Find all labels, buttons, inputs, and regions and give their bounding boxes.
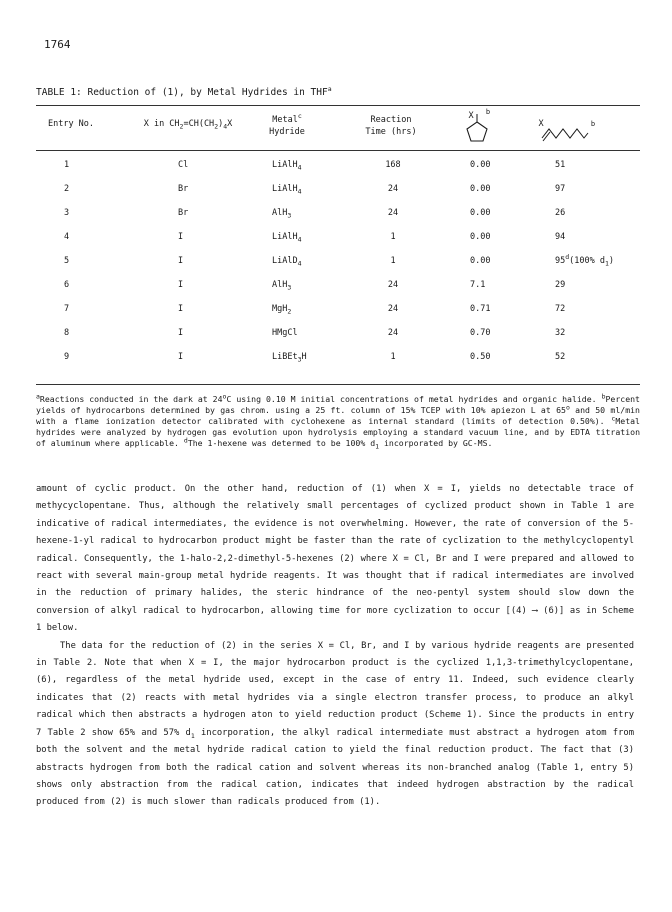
reaction-time-cell: 24 <box>387 328 399 338</box>
halide-cell: I <box>178 280 184 290</box>
metal-hydride-cell: HMgCl <box>272 328 298 338</box>
linear-yield-cell: 26 <box>555 208 566 218</box>
halide-cell: Br <box>178 184 189 194</box>
table-top-rule <box>36 105 640 106</box>
entry-cell: 3 <box>64 208 70 218</box>
reaction-time-cell: 24 <box>387 184 399 194</box>
header-cyclic-x: X <box>468 111 474 121</box>
halide-cell: I <box>178 352 184 362</box>
metal-hydride-cell: LiBEt$_3$H <box>272 352 307 364</box>
linear-yield-cell: 94 <box>555 232 566 242</box>
halide-cell: I <box>178 256 184 266</box>
paragraph: amount of cyclic product. On the other hand, reduction of (1) when X = I, yields no detectable trace of methycyclopentane. Thus, although the relatively small percentages of cyclized product shown in Table 1 are indicative of radical intermediates, the evidence is not overwhelming. However, the rate of conversion of the 5-hexene-1-yl radical to hydrocarbon product might be faster than the rate of cyclization to the methylcyclopentyl radical. Consequently, the 1-halo-2,2-dimethyl-5-hexenes (2) where X = Cl, Br and I were prepared and allowed to react with several main-group metal hydride reagents. It was thought that if radical intermediates are involved in the reduction of primary halides, the steric hindrance of the neo-pentyl system should slow down the conversion of alkyl radical to hydrocarbon, allowing time for more cyclization to occur [(4) ⟶ (6)] as in Scheme 1 below. <box>36 484 634 634</box>
header-metal-hydride: Metal$^c$ Hydride <box>269 112 305 137</box>
metal-hydride-cell: MgH$_2$ <box>272 304 292 316</box>
table-footnotes: $^a$Reactions conducted in the dark at 24$^o$C using 0.10 M initial concentrations of metal hydrides and organic halide. $^b$Percent yields of hydrocarbons determined by gas chrom. using a 25 ft. column of 15% TCEP with 10% apiezon L at 65$^o$ and 50 ml/min with a flame ionization detector calibrated with cyclohexene as internal standard (limits of detection 0.50%). $^c$Metal hydrides were analyzed by hydrogen gas evolution upon hydrolysis employing a standard vacuum line, and by EDTA titration of aluminum where applicable. $^d$The 1-hexene was determed to be 100% $d_1$ incorporated by GC-MS. <box>36 392 640 451</box>
halide-cell: Br <box>178 208 189 218</box>
methylcyclopentane-structure-icon <box>464 112 490 146</box>
hexene-structure-icon <box>540 124 592 146</box>
header-reaction-time: Reaction Time (hrs) <box>365 115 417 137</box>
header-entry-no: Entry No. <box>47 119 95 129</box>
header-x-formula: X in $CH_2=CH(CH_2)_4X$ <box>143 119 233 131</box>
linear-yield-cell: 72 <box>555 304 566 314</box>
metal-hydride-cell: LiAlH$_4$ <box>272 184 302 196</box>
reaction-time-cell: 1 <box>390 256 396 266</box>
halide-cell: I <box>178 232 184 242</box>
metal-hydride-cell: LiAlH$_4$ <box>272 232 302 244</box>
linear-yield-cell: 32 <box>555 328 566 338</box>
linear-yield-cell: 95$^d$(100% $d_1$) <box>555 253 615 268</box>
halide-cell: I <box>178 304 184 314</box>
reaction-time-cell: 24 <box>387 208 399 218</box>
reaction-time-cell: 168 <box>385 160 401 170</box>
table-title: TABLE 1: Reduction of (1), by Metal Hydrides in THF$^a$ <box>36 84 332 98</box>
metal-hydride-cell: AlH$_3$ <box>272 208 292 220</box>
reaction-time-cell: 1 <box>390 232 396 242</box>
table-bottom-rule <box>36 384 640 385</box>
reaction-time-cell: 24 <box>387 280 399 290</box>
metal-hydride-cell: AlH$_3$ <box>272 280 292 292</box>
linear-yield-cell: 52 <box>555 352 566 362</box>
cyclic-yield-cell: 0.71 <box>470 304 491 314</box>
cyclic-yield-cell: 7.1 <box>470 280 486 290</box>
entry-cell: 8 <box>64 328 70 338</box>
cyclic-yield-cell: 0.00 <box>470 184 491 194</box>
reaction-time-cell: 24 <box>387 304 399 314</box>
linear-yield-cell: 97 <box>555 184 566 194</box>
halide-cell: I <box>178 328 184 338</box>
metal-hydride-cell: LiAlH$_4$ <box>272 160 302 172</box>
header-linear-note: b <box>590 120 596 128</box>
metal-hydride-cell: LiAlD$_4$ <box>272 256 302 268</box>
entry-cell: 4 <box>64 232 70 242</box>
body-text <box>36 481 634 812</box>
cyclic-yield-cell: 0.50 <box>470 352 491 362</box>
cyclic-yield-cell: 0.00 <box>470 256 491 266</box>
entry-cell: 2 <box>64 184 70 194</box>
entry-cell: 6 <box>64 280 70 290</box>
header-cyclic-note: b <box>485 108 491 116</box>
header-linear-x: X <box>538 119 544 129</box>
paragraph: The data for the reduction of (2) in the series X = Cl, Br, and I by various hydride reagents are presented in Table 2. Note that when X = I, the major hydrocarbon product is the cyclized 1,1,3-trimethylcyclopentane, (6), regardless of the metal hydride used, except in the case of entry 11. Indeed, such evidence clearly indicates that (2) reacts with metal hydrides via a single electron transfer process, to produce an alkyl radical which then abstracts a hydrogen aton to yield reduction product (Scheme 1). Since the products in entry 7 Table 2 show 65% and 57% $d_1$ incorporation, the alkyl radical intermediate must abstract a hydrogen atom from both the solvent and the metal hydride radical cation to yield the final reduction product. The fact that (3) abstracts hydrogen from both the radical cation and solvent whereas its non-branched analog (Table 1, entry 5) shows only abstraction from the radical cation, indicates that indeed hydrogen abstraction by the radical produced from (2) is much slower than radicals produced from (1). <box>36 640 634 808</box>
entry-cell: 5 <box>64 256 70 266</box>
cyclic-yield-cell: 0.00 <box>470 160 491 170</box>
linear-yield-cell: 51 <box>555 160 566 170</box>
halide-cell: Cl <box>178 160 189 170</box>
page-number: 1764 <box>44 38 71 51</box>
table-header-rule <box>36 150 640 151</box>
cyclic-yield-cell: 0.00 <box>470 208 491 218</box>
cyclic-yield-cell: 0.70 <box>470 328 491 338</box>
entry-cell: 1 <box>64 160 70 170</box>
linear-yield-cell: 29 <box>555 280 566 290</box>
entry-cell: 7 <box>64 304 70 314</box>
reaction-time-cell: 1 <box>390 352 396 362</box>
entry-cell: 9 <box>64 352 70 362</box>
cyclic-yield-cell: 0.00 <box>470 232 491 242</box>
